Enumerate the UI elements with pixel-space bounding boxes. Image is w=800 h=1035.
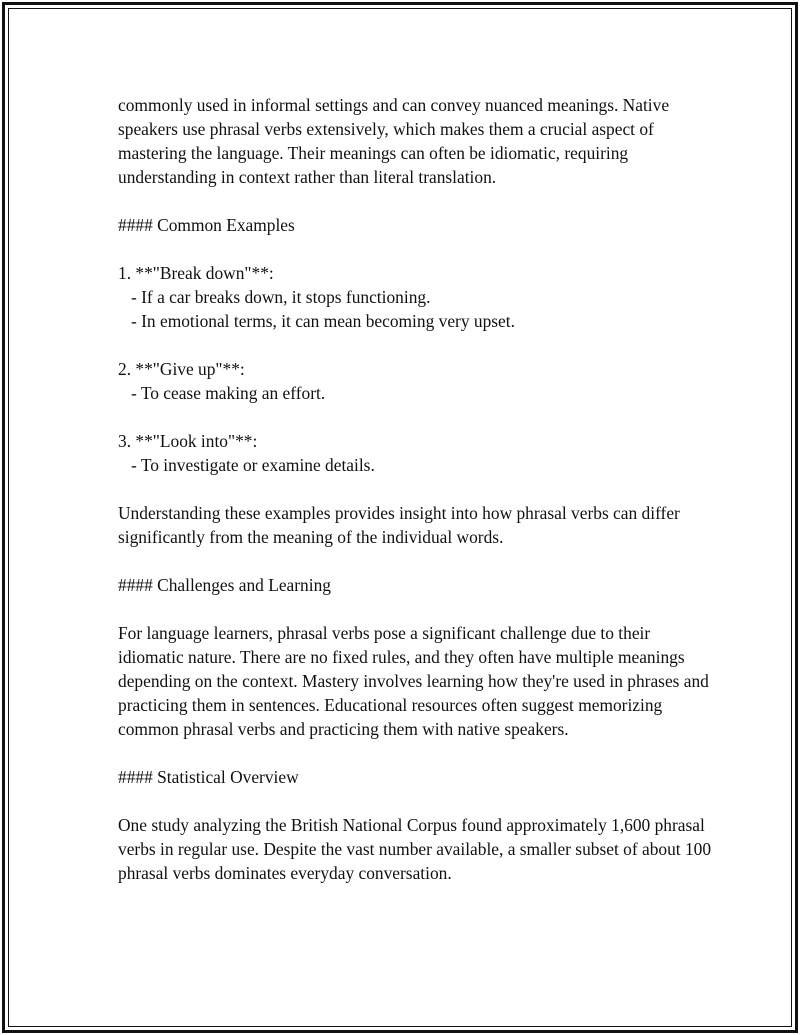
document-body bbox=[118, 93, 718, 909]
example-sub-item: - To investigate or examine details. bbox=[131, 455, 375, 475]
example-item-give-up bbox=[118, 357, 718, 405]
intro-paragraph: commonly used in informal settings and can convey nuanced meanings. Native speakers use phrasal verbs extensively, which makes them a crucial aspect of mastering the language. Their meanings can often be idiomatic, requiring understanding in context rather than literal translation. bbox=[118, 95, 670, 187]
example-label: 1. **"Break down"**: bbox=[118, 263, 274, 283]
challenges-heading: #### Challenges and Learning bbox=[118, 575, 331, 595]
example-sub-item: - If a car breaks down, it stops functioning. bbox=[131, 287, 431, 307]
example-sub-item: - To cease making an effort. bbox=[131, 383, 326, 403]
example-label: 2. **"Give up"**: bbox=[118, 359, 245, 379]
challenges-paragraph: For language learners, phrasal verbs pose a significant challenge due to their idiomatic nature. There are no fixed rules, and they often have multiple meanings depending on the context. Mastery involves learning how they're used in phrases and practicing them in sentences. Educational resources often suggest memorizing common phrasal verbs and practicing them with native speakers. bbox=[118, 623, 709, 739]
example-label: 3. **"Look into"**: bbox=[118, 431, 258, 451]
common-examples-heading: #### Common Examples bbox=[118, 215, 295, 235]
statistics-paragraph: One study analyzing the British National Corpus found approximately 1,600 phrasal verbs in regular use. Despite the vast number available, a smaller subset of about 100 phrasal verbs dominates everyday conversation. bbox=[118, 815, 712, 883]
example-sub-item: - In emotional terms, it can mean becoming very upset. bbox=[131, 311, 515, 331]
statistics-heading: #### Statistical Overview bbox=[118, 767, 299, 787]
example-item-look-into bbox=[118, 429, 718, 477]
examples-summary-paragraph: Understanding these examples provides insight into how phrasal verbs can differ significantly from the meaning of the individual words. bbox=[118, 503, 680, 547]
example-item-break-down bbox=[118, 261, 718, 333]
